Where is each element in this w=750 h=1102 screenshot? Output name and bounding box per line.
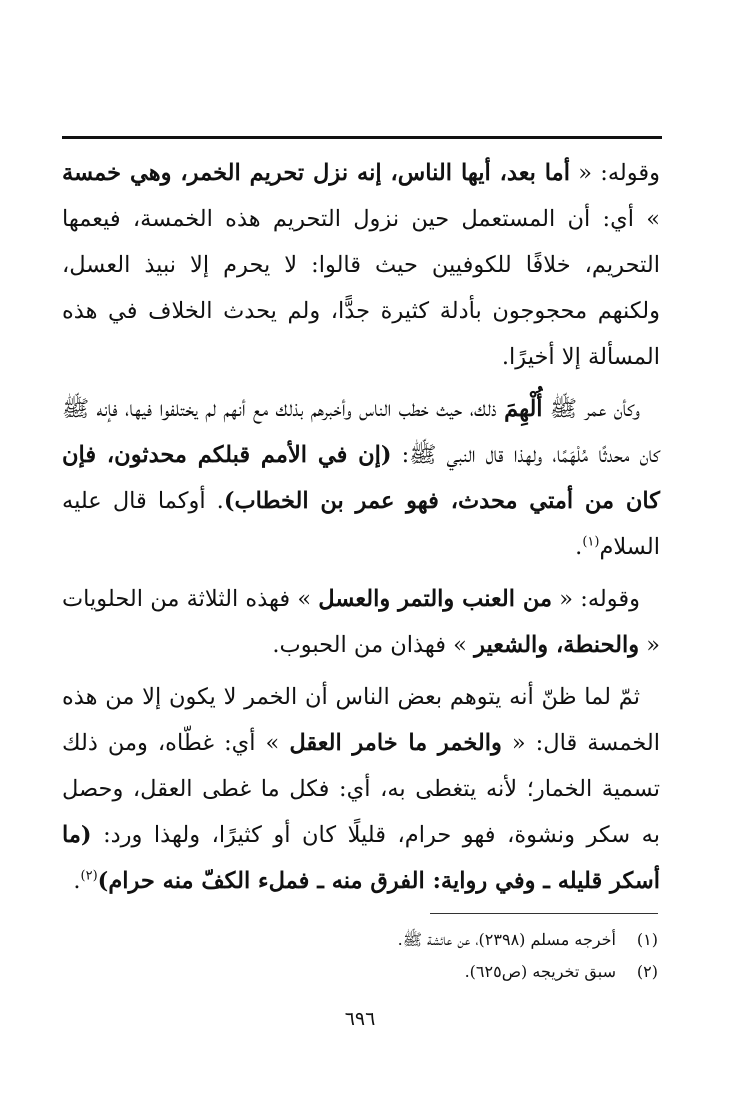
quoted-hadith: (ما أسكر قليله ـ وفي رواية: الفرق منه ـ فملء الكفّ منه حرام): [62, 822, 660, 894]
footnote-ref-1[interactable]: (١): [582, 534, 600, 550]
footnote-2: [62, 956, 658, 988]
quoted-hadith: أما بعد، أيها الناس، إنه نزل تحريم الخمر، وهي خمسة: [62, 160, 570, 186]
paragraph-2: [62, 386, 660, 570]
text-run: » أي: غطّاه، ومن ذلك تسمية الخمار؛ لأنه يتغطى به، أي: فكل ما غطى العقل، وحصل به سكر ونشوة، فهو حرام، قليلًا كان أو كثيرًا، ولهذا ورد:: [62, 730, 660, 848]
quoted-phrase: والحنطة، والشعير: [474, 632, 640, 658]
text-run: وكأن عمر ﷺ: [542, 396, 640, 422]
text-run: .: [73, 868, 81, 894]
paragraph-1: [62, 150, 660, 380]
emphasized-word: أُلْهِمَ: [504, 396, 543, 422]
text-run: ذلك، حيث خطب الناس وأخبرهم بذلك مع أنهم لم يختلفوا فيها، فإنه ﷺ كان محدثًا مُلْهَمًا، ولهذا قال النبي ﷺ:: [62, 396, 660, 468]
text-run: وقوله: «: [569, 160, 660, 186]
footnote-1: [62, 924, 658, 956]
main-text: [62, 150, 660, 910]
text-run: . أوكما قال عليه السلام: [62, 488, 660, 560]
quoted-phrase: والخمر ما خامر العقل: [289, 730, 502, 756]
footnote-text: أخرجه مسلم (٢٣٩٨)، عن عائشة ﷺ.: [397, 930, 616, 949]
footnote-number: (٢): [636, 962, 658, 981]
footnote-separator: [430, 913, 658, 914]
footnote-ref-2[interactable]: (٢): [80, 868, 98, 884]
footnote-number: (١): [636, 930, 658, 949]
header-rule: [62, 136, 662, 139]
page-number: ٦٩٦: [344, 1008, 376, 1030]
footnote-text: سبق تخريجه (ص٦٢٥).: [464, 962, 616, 981]
text-run: » فهذان من الحبوب.: [272, 632, 475, 658]
text-run: » فهذه الثلاثة من الحلويات «: [62, 586, 660, 658]
text-run: وقوله: «: [552, 586, 640, 612]
text-run: .: [575, 534, 583, 560]
quoted-hadith: (إن في الأمم قبلكم محدثون، فإن كان من أمتي محدث، فهو عمر بن الخطاب): [62, 442, 660, 514]
footnotes: [62, 924, 658, 988]
paragraph-3: [62, 576, 660, 668]
text-run: » أي: أن المستعمل حين نزول التحريم هذه الخمسة، فيعمها التحريم، خلافًا للكوفيين حيث قالوا: لا يحرم إلا نبيذ العسل، ولكنهم محجوجون بأدلة كثيرة جدًّا، ولم يحدث الخلاف في هذه المسألة إلا أخيرًا.: [62, 206, 660, 370]
paragraph-4: [62, 674, 660, 904]
text-run: ثمّ لما ظنّ أنه يتوهم بعض الناس أن الخمر لا يكون إلا من هذه الخمسة قال: «: [62, 684, 660, 756]
quoted-phrase: من العنب والتمر والعسل: [318, 586, 553, 612]
